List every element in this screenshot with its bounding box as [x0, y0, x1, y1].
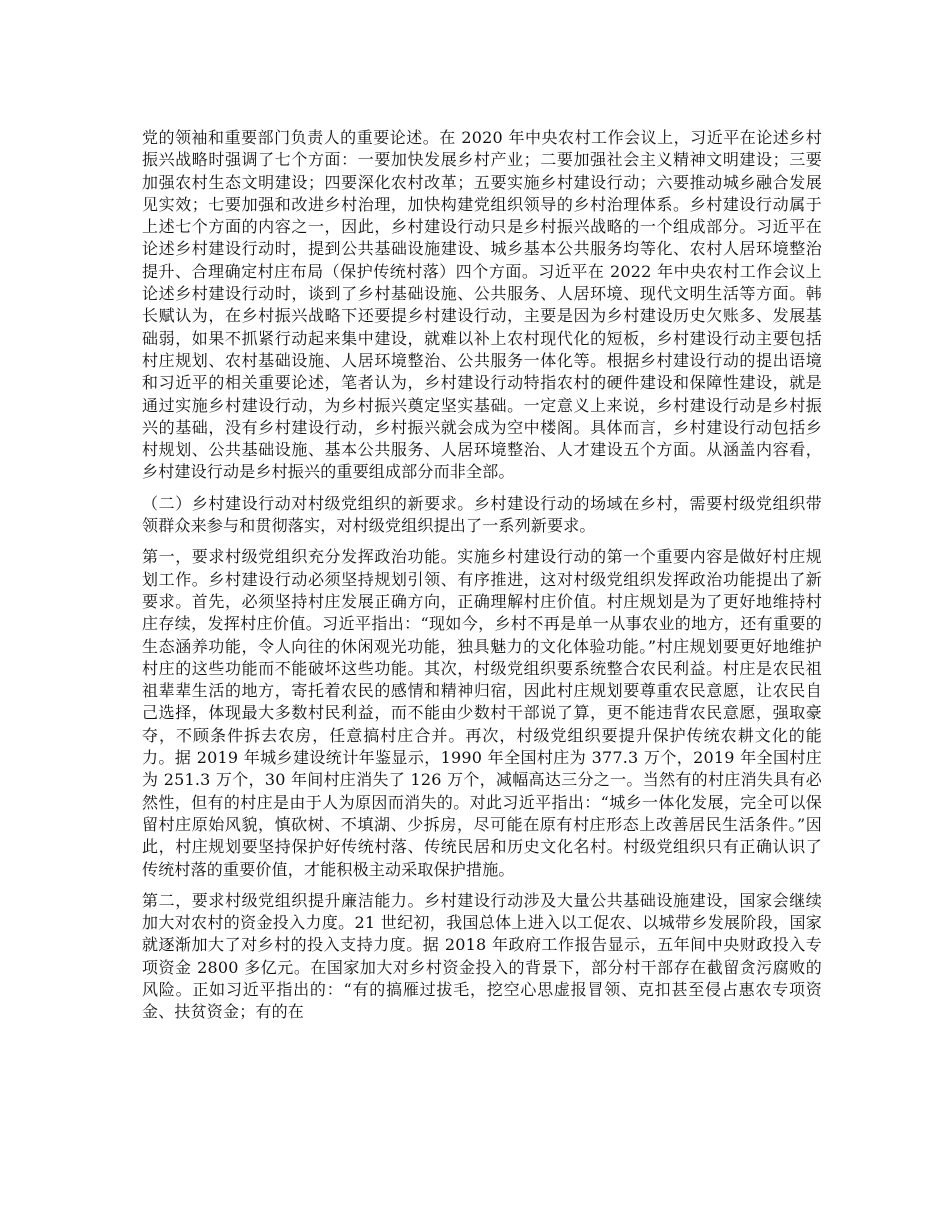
paragraph-political-function: 第一，要求村级党组织充分发挥政治功能。实施乡村建设行动的第一个重要内容是做好村庄规划工作。乡村建设行动必须坚持规划引领、有序推进，这对村级党组织发挥政治功能提出了新要求。首先，必须坚持村庄发展正确方向，正确理解村庄价值。村庄规划是为了更好地维持村庄存续，发挥村庄价值。习近平指出：“现如今，乡村不再是单一从事农业的地方，还有重要的生态涵养功能，令人向往的休闲观光功能，独具魅力的文化体验功能。”村庄规划要更好地维护村庄的这些功能而不能破坏这些功能。其次，村级党组织要系统整合农民利益。村庄是农民祖祖辈辈生活的地方，寄托着农民的感情和精神归宿，因此村庄规划要尊重农民意愿，让农民自己选择，体现最大多数村民利益，而不能由少数村干部说了算，更不能违背农民意愿，强取豪夺，不顾条件拆去农房，任意搞村庄合并。再次，村级党组织要提升保护传统农耕文化的能力。据 2019 年城乡建设统计年鉴显示，1990 年全国村庄为 377.3 万个，2019 年全国村庄为 251.3 万个，30 年间村庄消失了 126 万个，减幅高达三分之一。当然有的村庄消失具有必然性，但有的村庄是由于人为原因而消失的。对此习近平指出：“城乡一体化发展，完全可以保留村庄原始风貌，慎砍树、不填湖、少拆房，尽可能在原有村庄形态上改善居民生活条件。”因此，村庄规划要坚持保护好传统村落、传统民居和历史文化名村。村级党组织只有正确认识了传统村落的重要价值，才能积极主动采取保护措施。	[142, 547, 822, 879]
paragraph-new-requirements-heading: （二）乡村建设行动对村级党组织的新要求。乡村建设行动的场域在乡村，需要村级党组织带领群众来参与和贯彻落实，对村级党组织提出了一系列新要求。	[142, 493, 822, 536]
paragraph-rural-construction-scope: 党的领袖和重要部门负责人的重要论述。在 2020 年中央农村工作会议上，习近平在论述乡村振兴战略时强调了七个方面：一要加快发展乡村产业；二要加强社会主义精神文明建设；三要加强农村生态文明建设；四要深化农村改革；五要实施乡村建设行动；六要推动城乡融合发展见实效；七要加强和改进乡村治理，加快构建党组织领导的乡村治理体系。乡村建设行动属于上述七个方面的内容之一，因此，乡村建设行动只是乡村振兴战略的一个组成部分。习近平在论述乡村建设行动时，提到公共基础设施建设、城乡基本公共服务均等化、农村人居环境整治提升、合理确定村庄布局（保护传统村落）四个方面。习近平在 2022 年中央农村工作会议上论述乡村建设行动时，谈到了乡村基础设施、公共服务、人居环境、现代文明生活等方面。韩长赋认为，在乡村振兴战略下还要提乡村建设行动，主要是因为乡村建设历史欠账多、发展基础弱，如果不抓紧行动起来集中建设，就难以补上农村现代化的短板，乡村建设行动主要包括村庄规划、农村基础设施、人居环境整治、公共服务一体化等。根据乡村建设行动的提出语境和习近平的相关重要论述，笔者认为，乡村建设行动特指农村的硬件建设和保障性建设，就是通过实施乡村建设行动，为乡村振兴奠定坚实基础。一定意义上来说，乡村建设行动是乡村振兴的基础，没有乡村建设行动，乡村振兴就会成为空中楼阁。具体而言，乡村建设行动包括乡村规划、公共基础设施、基本公共服务、人居环境整治、人才建设五个方面。从涵盖内容看，乡村建设行动是乡村振兴的重要组成部分而非全部。	[142, 128, 822, 482]
document-body	[142, 127, 822, 1033]
paragraph-integrity-capacity: 第二，要求村级党组织提升廉洁能力。乡村建设行动涉及大量公共基础设施建设，国家会继续加大对农村的资金投入力度。21 世纪初，我国总体上进入以工促农、以城带乡发展阶段，国家就逐渐加大了对乡村的投入支持力度。据 2018 年政府工作报告显示，五年间中央财政投入专项资金 2800 多亿元。在国家加大对乡村资金投入的背景下，部分村干部存在截留贪污腐败的风险。正如习近平指出的：“有的搞雁过拔毛，挖空心思虚报冒领、克扣甚至侵占惠农专项资金、扶贫资金；有的在	[142, 890, 822, 1022]
